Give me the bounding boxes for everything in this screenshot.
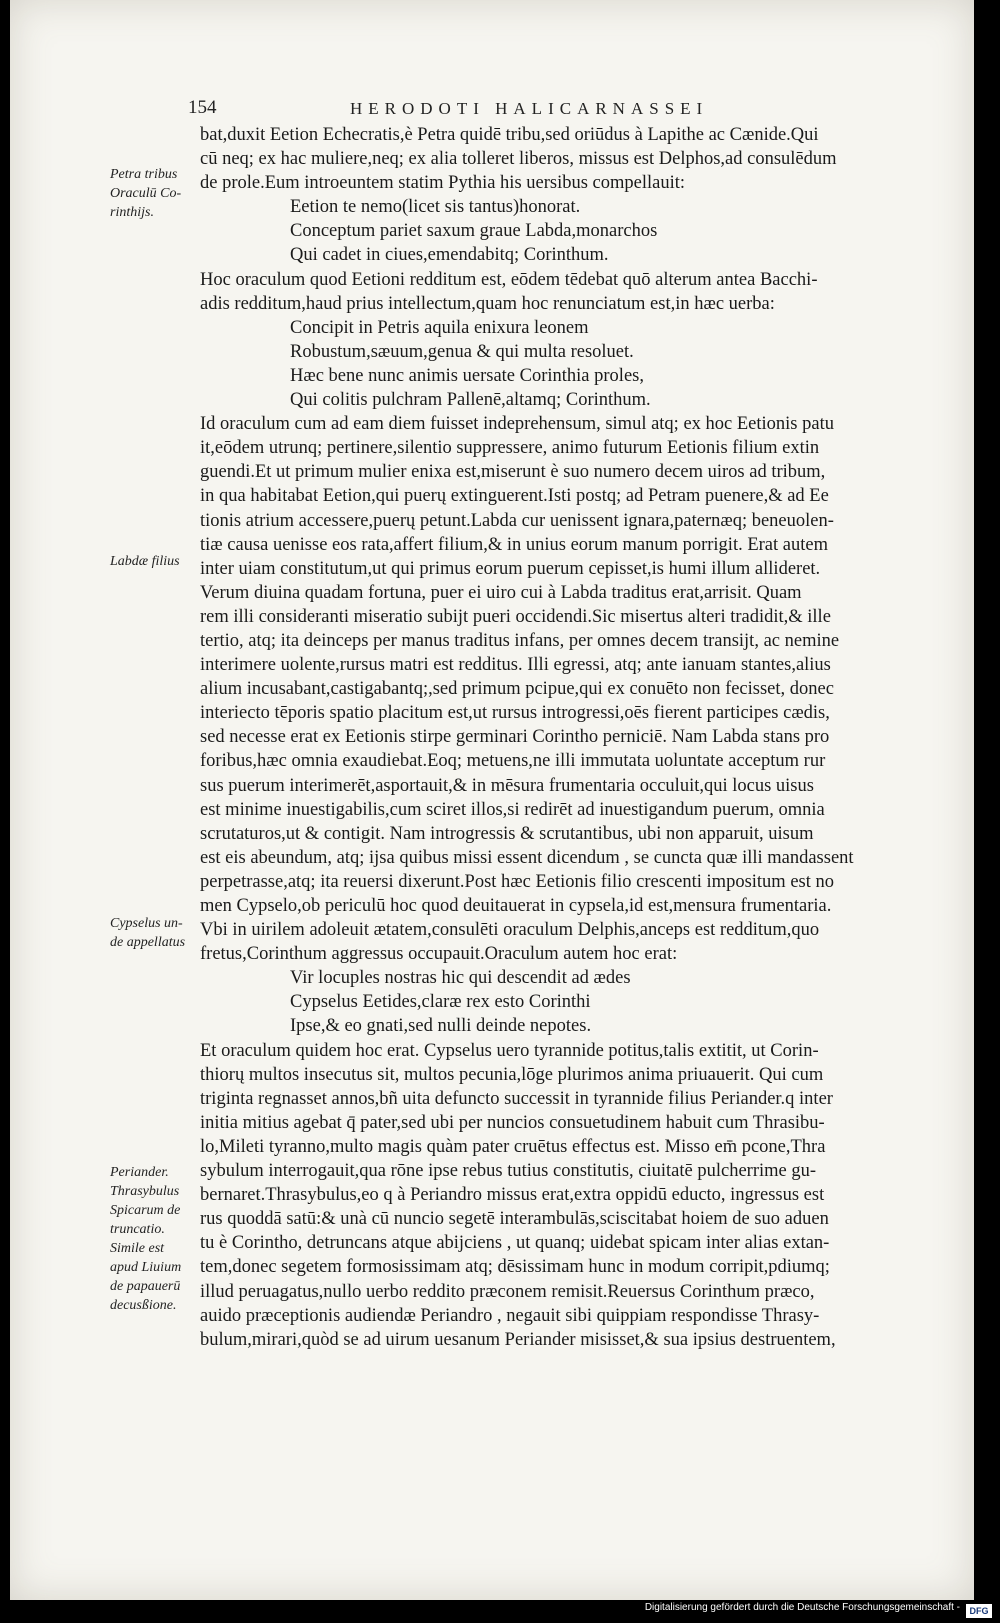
text-line: est eis abeundum, atq; ijsa quibus missi essent dicendum , se cuncta quæ illi mandassent <box>200 847 854 868</box>
text-line: rem illi consideranti miseratio subijt pueri occidendi.Sic misertus alteri tradidit,& ille <box>200 606 831 627</box>
text-line: alium incusabant,castigabantq;,sed primum pcipue,qui ex conuēto non fecisset, donec <box>200 679 834 700</box>
text-line: bernaret.Thrasybulus,eo q à Periandro missus erat,extra oppidū educto, ingressus est <box>200 1185 825 1206</box>
text-line: auido præceptionis audiendæ Periandro , negauit sibi quippiam respondisse Thrasy- <box>200 1305 820 1326</box>
verse-line: Robustum,sæuum,genua & qui multa resoluet. <box>290 341 634 362</box>
text-line: foribus,hæc omnia exaudiebat.Eoq; metuens,ne illi immutata uoluntate acceptum rur <box>200 751 826 772</box>
text-line: Verum diuina quadam fortuna, puer ei uiro cui à Labda traditus erat,arrisit. Quam <box>200 582 802 603</box>
text-line: de prole.Eum introeuntem statim Pythia his uersibus compellauit: <box>200 173 686 194</box>
text-line: men Cypselo,ob periculū hoc quod deuitauerat in cypsela,id est,mensura frumentaria. <box>200 896 832 916</box>
text-line: perpetrasse,atq; ita reuersi dixerunt.Post hæc Eetionis filio crescenti impositum est no <box>200 871 834 892</box>
text-line: sus puerum interimerēt,asportauit,& in mēsura frumentaria occuluit,qui locus uisus <box>200 775 814 796</box>
book-page <box>10 0 974 1600</box>
running-head: HERODOTI HALICARNASSEI <box>350 99 709 118</box>
margin-note-line: Periander. <box>110 1165 169 1180</box>
margin-note-line: de appellatus <box>110 935 186 950</box>
margin-note-line: rinthijs. <box>110 205 154 220</box>
dfg-logo: DFG <box>966 1604 992 1618</box>
margin-note-line: Cypselus un- <box>110 916 183 931</box>
text-line: thiorų multos insecutus sit, multos pecunia,lōge plurimos anima priuauerit. Qui cum <box>200 1064 824 1085</box>
text-line: est minime inuestigabilis,cum sciret illos,si redirēt ad inuestigandum puerum, omnia <box>200 799 825 820</box>
verse-line: Qui cadet in ciues,emendabitq; Corinthum. <box>290 245 609 266</box>
text-line: guendi.Et ut primum mulier enixa est,miserunt è suo numero decem uiros ad tribum, <box>200 462 826 483</box>
text-line: adis redditum,haud prius intellectum,quam hoc renunciatum est,in hæc uerba: <box>200 293 775 314</box>
margin-note-cypselus <box>110 914 185 952</box>
text-line: Id oraculum cum ad eam diem fuisset indeprehensum, simul atq; ex hoc Eetionis patu <box>200 414 834 435</box>
text-line: interiecto tēporis spatio placitum est,ut rursus introgressi,oēs fierent participes cædis, <box>200 703 830 724</box>
text-line: Hoc oraculum quod Eetioni redditum est, eōdem tēdebat quō alterum antea Bacchi- <box>200 269 818 290</box>
text-line: bulum,mirari,quòd se ad uirum uesanum Periander misisset,& sua ipsius destruentem, <box>200 1329 836 1350</box>
margin-note-line: apud Liuium <box>110 1260 182 1275</box>
text-line: lo,Mileti tyranno,multo magis quàm pater cruētus effectus est. Misso em̄ pcone,Thra <box>200 1136 826 1157</box>
text-line: sed necesse erat ex Eetionis stirpe germinari Corintho perniciē. Nam Labda stans pro <box>200 727 830 748</box>
verse-line: Eetion te nemo(licet sis tantus)honorat. <box>290 197 581 218</box>
margin-note-line: Simile est <box>110 1241 165 1256</box>
margin-note-line: Spicarum de <box>110 1203 181 1218</box>
margin-note-line: Labdæ filius <box>110 554 180 569</box>
text-line: tem,donec segetem formosissimam atq; dēsissimam hunc in modum corripit,pdiumq; <box>200 1257 830 1278</box>
margin-note-line: de papauerū <box>110 1279 181 1294</box>
margin-note-line: Oraculū Co- <box>110 186 182 201</box>
text-line: it,eōdem utrunq; pertinere,silentio suppressere, animo futurum Eetionis filium extin <box>200 438 820 459</box>
verse-line: Vir locuples nostras hic qui descendit ad ædes <box>290 968 631 989</box>
text-line: scrutaturos,ut & contigit. Nam introgressis & scrutantibus, ubi non apparuit, uisum <box>200 823 814 844</box>
margin-note-labda <box>110 552 180 571</box>
margin-note-line: Thrasybulus <box>110 1184 180 1199</box>
verse-line: Cypselus Eetides,claræ rex esto Corinthi <box>290 992 591 1013</box>
text-line: inter uiam constitutum,ut qui primus eorum puerum cepisset,is humi illum allideret. <box>200 558 821 579</box>
text-line: initia mitius agebat q̄ pater,sed ubi per nuncios consuetudinem habuit cum Thrasibu- <box>200 1112 825 1133</box>
text-line: cū neq; ex hac muliere,neq; ex alia tolleret liberos, missus est Delphos,ad consulēdum <box>200 149 837 170</box>
verse-line: Conceptum pariet saxum graue Labda,monarchos <box>290 221 658 242</box>
text-line: rus quoddā satū:& unà cū nuncio segetē interambulās,sciscitabat hoiem de suo aduen <box>200 1209 829 1230</box>
verse-line: Hæc bene nunc animis uersate Corinthia proles, <box>290 365 644 386</box>
page-header <box>10 97 974 121</box>
verse-line: Qui colitis pulchram Pallenē,altamq; Corinthum. <box>290 390 651 411</box>
margin-note-line: truncatio. <box>110 1222 165 1237</box>
footer-credit: Digitalisierung gefördert durch die Deutsche Forschungsgemeinschaft - <box>644 1602 960 1613</box>
text-line: tiæ causa uenisse eos rata,affert filium,& in unius eorum manum porrigit. Erat autem <box>200 534 828 555</box>
text-line: interimere uolente,rursus matri est redditus. Illi egressi, atq; ante ianuam stantes,alius <box>200 655 831 676</box>
margin-note-line: decusßione. <box>110 1298 177 1313</box>
digitization-footer <box>0 1600 1000 1623</box>
page-number: 154 <box>188 97 217 118</box>
text-line: tertio, atq; ita deinceps per manus traditus infans, per omnes decem transijt, ac nemine <box>200 630 840 651</box>
text-line: Et oraculum quidem hoc erat. Cypselus uero tyrannide potitus,talis extitit, ut Corin- <box>200 1040 819 1061</box>
verse-line: Ipse,& eo gnati,sed nulli deinde nepotes. <box>290 1016 592 1037</box>
text-line: bat,duxit Eetion Echecratis,è Petra quidē tribu,sed oriūdus à Lapithe ac Cænide.Qui <box>200 125 819 145</box>
text-line: sybulum interrogauit,qua rōne ipse rebus tutius constitutis, ciuitatē pulcherrime gu- <box>200 1161 817 1182</box>
margin-note-petra <box>110 165 181 222</box>
text-line: in qua habitabat Eetion,qui puerų extinguerent.Isti postq; ad Petram puenere,& ad Ee <box>200 486 829 507</box>
text-line: Vbi in uirilem adoleuit ætatem,consulēti oraculum Delphis,anceps est redditum,quo <box>200 920 820 941</box>
main-text <box>200 123 935 1352</box>
text-line: illud peruagatus,nullo uerbo reddito præconem remisit.Reuersus Corinthum præco, <box>200 1281 815 1302</box>
verse-line: Concipit in Petris aquila enixura leonem <box>290 317 589 338</box>
text-line: tu è Corintho, detruncans atque abijciens , ut quanq; uidebat spicam inter alias extan- <box>200 1233 830 1254</box>
text-line: triginta regnasset annos,bñ uita defuncto successit in tyrannide filius Periander.q inter <box>200 1088 833 1109</box>
margin-note-line: Petra tribus <box>110 167 178 182</box>
text-line: fretus,Corinthum aggressus occupauit.Oraculum autem hoc erat: <box>200 944 678 965</box>
margin-note-periander <box>110 1163 181 1315</box>
text-line: tionis atrium accessere,puerų petunt.Labda cur uenissent ignara,paternæq; beneuolen- <box>200 510 834 531</box>
